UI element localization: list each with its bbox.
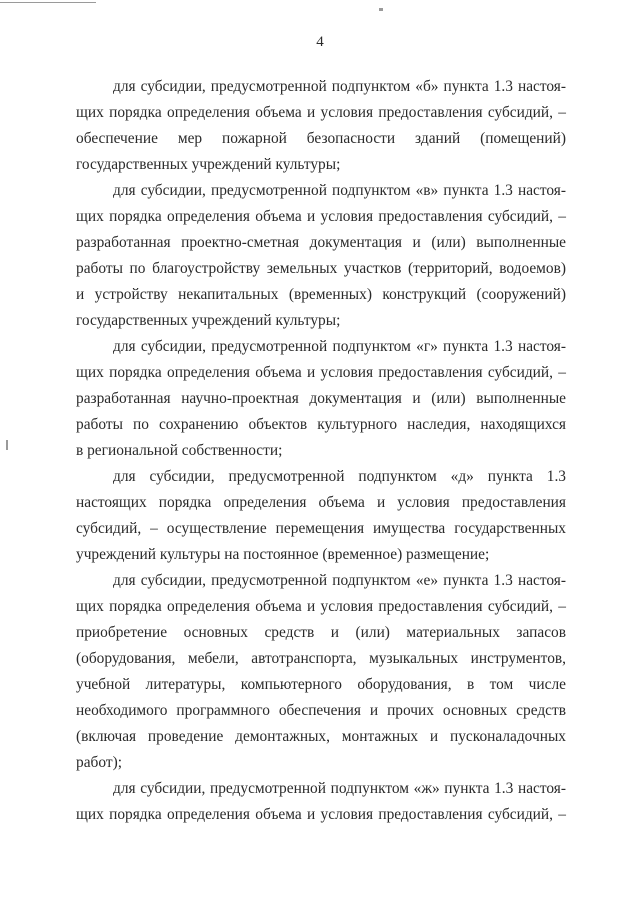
scan-artifact-top-line bbox=[0, 2, 96, 3]
text-line: щих порядка определения объема и условия предоставления субсидий, – bbox=[76, 104, 566, 121]
page-number: 4 bbox=[316, 34, 324, 50]
text-line: учебной литературы, компьютерного оборудования, в том числе bbox=[76, 676, 566, 693]
text-line: для субсидии, предусмотренной подпунктом «е» пункта 1.3 настоя- bbox=[113, 572, 566, 589]
scan-artifact-top-mark bbox=[379, 8, 383, 11]
text-line: разработанная проектно-сметная документация и (или) выполненные bbox=[76, 234, 566, 251]
text-line: для субсидии, предусмотренной подпунктом «ж» пункта 1.3 настоя- bbox=[113, 780, 566, 797]
text-line: щих порядка определения объема и условия предоставления субсидий, – bbox=[76, 364, 566, 381]
text-line: для субсидии, предусмотренной подпунктом «в» пункта 1.3 настоя- bbox=[113, 182, 566, 199]
text-line: государственных учреждений культуры; bbox=[76, 156, 341, 173]
text-line: субсидий, – осуществление перемещения имущества государственных bbox=[76, 520, 566, 537]
text-line: в региональной собственности; bbox=[76, 442, 283, 459]
text-line: для субсидии, предусмотренной подпунктом «б» пункта 1.3 настоя- bbox=[113, 78, 566, 95]
text-line: работ); bbox=[76, 754, 122, 771]
text-line: для субсидии, предусмотренной подпунктом «г» пункта 1.3 настоя- bbox=[113, 338, 566, 355]
text-line: и устройству некапитальных (временных) конструкций (сооружений) bbox=[76, 286, 566, 303]
text-line: (включая проведение демонтажных, монтажных и пусконаладочных bbox=[76, 728, 566, 745]
scan-artifact-left-mark bbox=[6, 440, 8, 450]
text-line: приобретение основных средств и (или) материальных запасов bbox=[76, 624, 566, 641]
text-line: для субсидии, предусмотренной подпунктом «д» пункта 1.3 bbox=[113, 468, 566, 485]
text-line: щих порядка определения объема и условия предоставления субсидий, – bbox=[76, 806, 566, 823]
text-line: необходимого программного обеспечения и прочих основных средств bbox=[76, 702, 566, 719]
text-line: государственных учреждений культуры; bbox=[76, 312, 341, 329]
text-line: (оборудования, мебели, автотранспорта, музыкальных инструментов, bbox=[76, 650, 566, 667]
text-line: работы по благоустройству земельных участков (территорий, водоемов) bbox=[76, 260, 566, 277]
text-line: настоящих порядка определения объема и условия предоставления bbox=[76, 494, 566, 511]
text-line: щих порядка определения объема и условия предоставления субсидий, – bbox=[76, 208, 566, 225]
text-line: работы по сохранению объектов культурного наследия, находящихся bbox=[76, 416, 566, 433]
text-line: учреждений культуры на постоянное (временное) размещение; bbox=[76, 546, 490, 563]
text-line: обеспечение мер пожарной безопасности зданий (помещений) bbox=[76, 130, 566, 147]
text-line: щих порядка определения объема и условия предоставления субсидий, – bbox=[76, 598, 566, 615]
text-line: разработанная научно-проектная документация и (или) выполненные bbox=[76, 390, 566, 407]
